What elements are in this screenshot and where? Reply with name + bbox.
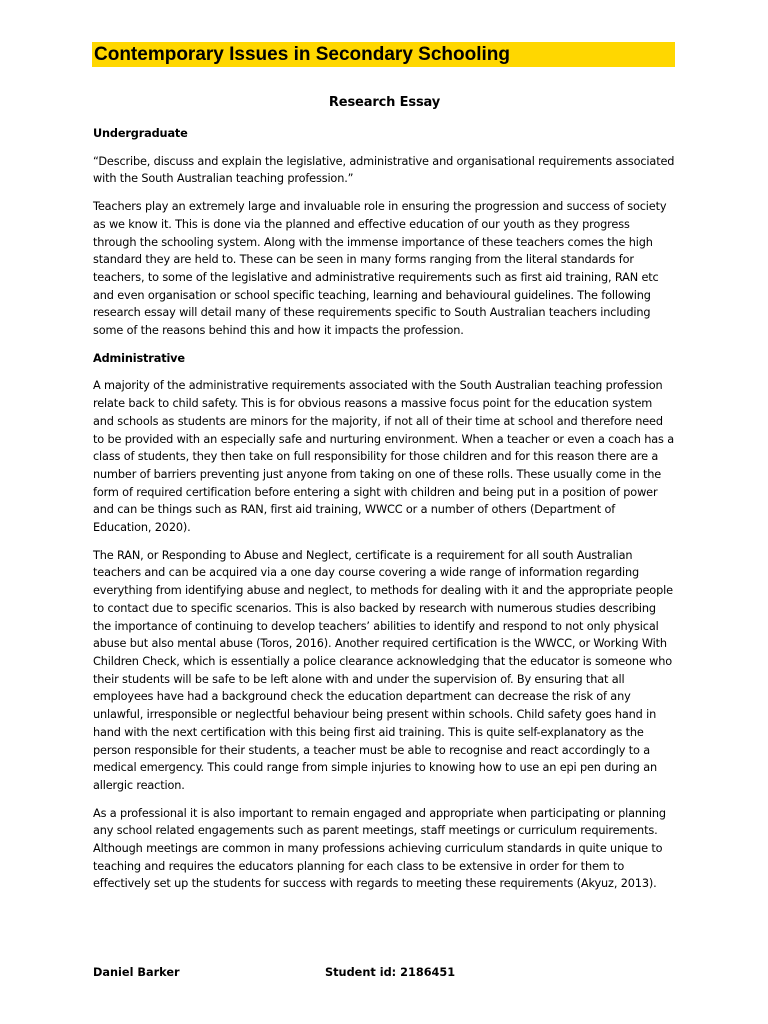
level-heading: Undergraduate — [93, 127, 188, 140]
title-banner — [92, 42, 675, 67]
student-id: Student id: 2186451 — [325, 966, 456, 979]
author-name: Daniel Barker — [93, 966, 180, 979]
essay-prompt: “Describe, discuss and explain the legislative, administrative and organisational requirements associated with the South Australian teaching profession.” — [93, 154, 675, 186]
section-heading: Administrative — [93, 351, 185, 365]
essay-title: Research Essay — [328, 95, 441, 110]
body-paragraph: A majority of the administrative requirements associated with the South Australian teaching profession relate back to child safety. This is for obvious reasons a massive focus point for the education system and schools as students are minors for the majority, if not all of their time at school and therefore need to be provided with an especially safe and nurturing environment. When a teacher or even a coach has a class of students, they then take on full responsibility for those children and for this reason there are a number of barriers preventing just anyone from taking on one of these rolls. These usually come in the form of required certification before entering a sight with children and being put in a position of power and can be things such as RAN, first aid training, WWCC or a number of others (Department of Education, 2020). — [93, 379, 674, 535]
document-body — [93, 94, 676, 903]
body-paragraph: As a professional it is also important to remain engaged and appropriate when participating or planning any school related engagements such as parent meetings, staff meetings or curriculum requirements. Although meetings are common in many professions achieving curriculum standards in quite unique to teaching and requires the educators planning for each class to be extensive in order for them to effectively set up the students for success with regards to meeting these requirements (Akyuz, 2013). — [93, 806, 666, 891]
banner-title: Contemporary Issues in Secondary Schooling — [94, 44, 510, 65]
body-paragraph: The RAN, or Responding to Abuse and Neglect, certificate is a requirement for all south Australian teachers and can be acquired via a one day course covering a wide range of information regarding everything from identifying abuse and neglect, to methods for dealing with it and the appropriate people to contact due to specific scenarios. This is also backed by research with numerous studies describing the importance of continuing to develop teachers’ abilities to identify and respond to not only physical abuse but also mental abuse (Toros, 2016). Another required certification is the WWCC, or Working With Children Check, which is essentially a police clearance acknowledging that the educator is someone who their students will be safe to be left alone with and under the supervision of. By ensuring that all employees have had a background check the education department can decrease the risk of any unlawful, irresponsible or neglectful behaviour being present within schools. Child safety goes hand in hand with the next certification with this being first aid training. This is quite self-explanatory as the person responsible for their students, a teacher must be able to recognise and react accordingly to a medical emergency. This could range from simple injuries to knowing how to use an epi pen during an allergic reaction. — [93, 548, 673, 792]
intro-paragraph: Teachers play an extremely large and invaluable role in ensuring the progression and success of society as we know it. This is done via the planned and effective education of our youth as they progress through the schooling system. Along with the immense importance of these teachers comes the high standard they are held to. These can be seen in many forms ranging from the literal standards for teachers, to some of the legislative and administrative requirements such as first aid training, RAN etc and even organisation or school specific teaching, learning and behavioural guidelines. The following research essay will detail many of these requirements specific to South Australian teachers including some of the reasons behind this and how it impacts the profession. — [93, 200, 667, 338]
